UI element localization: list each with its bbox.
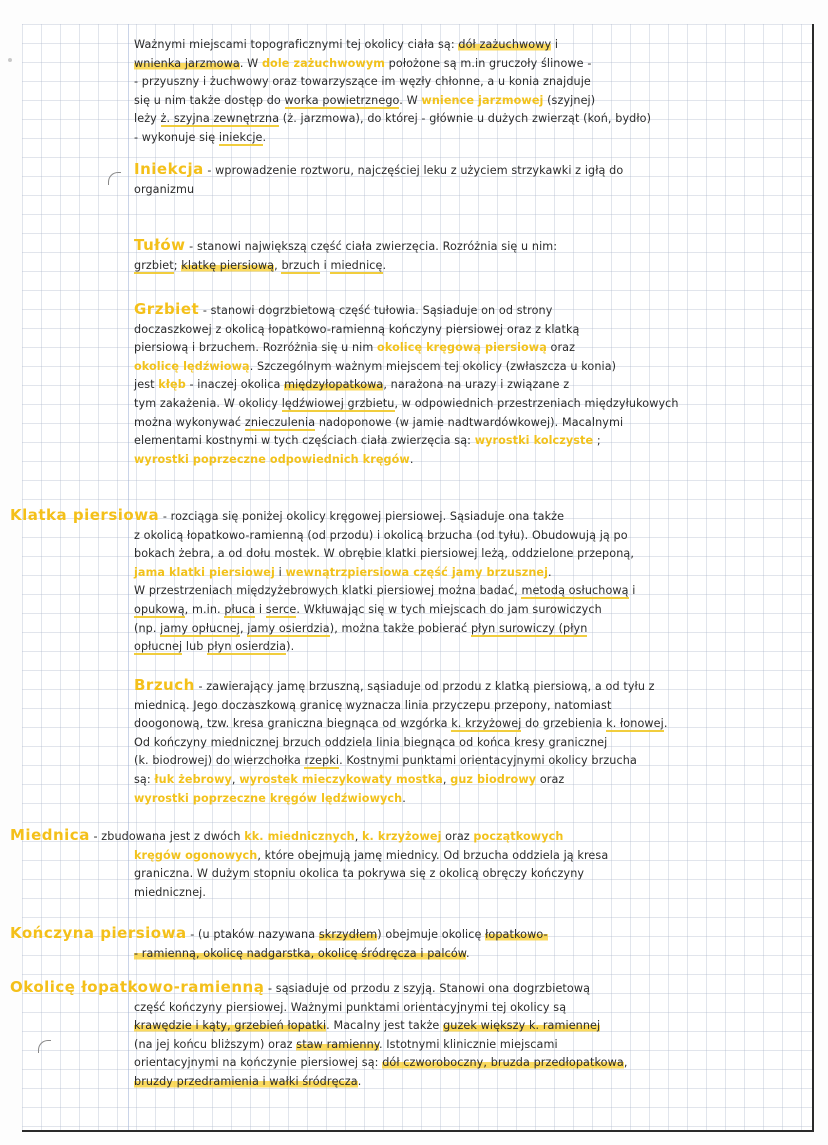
text-line xyxy=(134,451,804,470)
text-run: , narażona na urazy i związane z xyxy=(383,378,570,392)
text-run: . xyxy=(357,1074,362,1088)
underlined-term: metodą osłuchową xyxy=(521,584,629,598)
text-line xyxy=(10,1054,810,1073)
highlighted-term: dół czworoboczny, bruzda przedłopatkowa xyxy=(382,1056,624,1070)
text-run: (na jej końcu bliższym) oraz xyxy=(134,1037,297,1051)
text-run: z okolicą łopatkowo-ramienną (od przodu) i okolicą brzucha (od tyłu). Obudowują ją po xyxy=(134,528,628,542)
key-term: wewnątrzpiersiowa część jamy brzusznej xyxy=(285,565,549,579)
key-term: jama klatki piersiowej xyxy=(134,565,275,579)
key-term: wnience jarzmowej xyxy=(421,93,544,107)
text-line xyxy=(134,715,804,734)
section-heading: Kończyna piersiowa xyxy=(10,924,187,942)
key-term: k. krzyżowej xyxy=(362,830,442,843)
highlighted-term: staw ramienny xyxy=(296,1037,379,1051)
text-run: i xyxy=(319,258,331,272)
text-line xyxy=(10,582,810,601)
section-heading: Tułów xyxy=(134,236,186,254)
text-line xyxy=(10,527,810,546)
text-run: . Macalny jest także xyxy=(326,1019,444,1033)
section-klatka-piersiowa xyxy=(10,506,810,657)
text-run: . Wkłuwając się w tych miejscach do jam surowiczych xyxy=(296,602,602,616)
text-line xyxy=(134,697,804,716)
text-run: elementami kostnymi w tych częściach ciała zwierzęcia są: xyxy=(134,434,475,448)
text-run: ), można także pobierać xyxy=(329,621,471,635)
text-run: - inaczej okolica xyxy=(185,378,285,392)
text-line xyxy=(10,564,810,583)
text-run: Ważnymi miejscami topograficznymi tej okolicy ciała są: xyxy=(134,38,459,51)
underlined-term: brzuch xyxy=(281,258,320,272)
section-tulow xyxy=(134,236,804,275)
text-line xyxy=(134,376,804,395)
text-run: (ż. jarzmowa), do której - głównie u dużych zwierząt (koń, bydło) xyxy=(279,112,652,126)
text-run: lub xyxy=(182,640,208,654)
key-term: wyrostki kolczyste xyxy=(474,434,594,448)
text-run: (np. xyxy=(134,621,161,635)
text-line xyxy=(10,999,810,1018)
text-run: część kończyny piersiowej. Ważnymi punktami orientacyjnymi tej okolicy są xyxy=(134,1000,567,1014)
text-run: ). xyxy=(286,640,295,654)
highlighted-term: bruzdy przedramienia i wałki śródręcza xyxy=(134,1074,358,1088)
key-term: wyrostek mieczykowaty mostka xyxy=(239,772,443,786)
highlighted-term: międzyłopatkowa xyxy=(284,378,384,392)
text-line xyxy=(134,181,804,200)
text-run: jest xyxy=(134,378,159,392)
text-run: - zawierający jamę brzuszną, sąsiaduje od przodu z klatką piersiową, a od tyłu z xyxy=(194,680,655,693)
key-term: kłęb xyxy=(158,378,186,392)
underlined-term: znieczulenia xyxy=(244,415,316,429)
highlighted-term: - ramienną, okolicę nadgarstka, okolicę śródręcza i palców xyxy=(134,946,466,960)
text-line xyxy=(10,1073,810,1092)
underlined-term: ż. szyjna zewnętrzna xyxy=(160,112,280,126)
text-run: ) obejmuje okolicę xyxy=(377,928,486,941)
text-run: - (u ptaków nazywana xyxy=(186,928,319,941)
text-run: można wykonywać xyxy=(134,415,245,429)
underlined-term: rzepki xyxy=(304,754,340,768)
text-run: - zbudowana jest z dwóch xyxy=(89,830,245,843)
text-run: . xyxy=(663,717,668,731)
underlined-term: serce xyxy=(265,602,297,616)
highlighted-term: guzek większy k. ramiennej xyxy=(443,1019,601,1033)
text-line xyxy=(10,978,810,999)
text-line xyxy=(134,110,804,129)
text-run: miednicznej. xyxy=(134,885,207,899)
text-run: ; xyxy=(173,258,182,272)
text-run: piersiową i brzuchem. Rozróżnia się u nim xyxy=(134,341,378,355)
text-run: . W xyxy=(239,56,262,70)
text-line xyxy=(10,924,810,945)
text-line xyxy=(134,395,804,414)
underlined-term: opłucnej xyxy=(134,640,183,654)
text-run: tym zakażenia. W okolicy xyxy=(134,396,282,410)
highlighted-term: łopatkowo- xyxy=(485,928,548,941)
text-run: graniczna. W dużym stopniu okolica ta pokrywa się z okolicą obręczy kończyny xyxy=(134,867,585,881)
highlighted-term: wnienka jarzmowa xyxy=(134,56,240,70)
text-run: miednicą. Jego doczaszkową granicę wyznacza linia przyczepu przepony, natomiast xyxy=(134,698,612,712)
text-line xyxy=(10,620,810,639)
underlined-term: k. krzyżowej xyxy=(451,717,522,731)
text-line xyxy=(134,300,804,321)
underlined-term: worka powietrznego xyxy=(284,93,400,107)
section-heading: Okolicę łopatkowo-ramienną xyxy=(10,978,265,996)
underlined-term: opukową xyxy=(134,602,185,616)
text-line xyxy=(10,506,810,527)
text-run: - sąsiaduje od przodu z szyją. Stanowi ona dogrzbietową xyxy=(264,982,591,995)
underlined-term: płuca xyxy=(224,602,256,616)
text-run: . Kostnymi punktami orientacyjnymi okolicy brzucha xyxy=(339,754,637,768)
underlined-term: k. łonowej xyxy=(606,717,664,731)
text-line xyxy=(134,676,804,697)
text-run: - przyuszny i żuchwowy oraz towarzyszące im węzły chłonne, a u konia znajduje xyxy=(134,75,591,89)
text-run: są: xyxy=(134,772,155,786)
underlined-term: iniekcje xyxy=(218,130,263,144)
text-run: - wprowadzenie roztworu, najczęściej leku z użyciem strzykawki z igłą do xyxy=(203,164,624,177)
text-run: . Istotnymi klinicznie miejscami xyxy=(378,1037,558,1051)
text-run: , xyxy=(239,621,248,635)
highlighted-term: klatkę piersiową xyxy=(181,258,275,272)
key-term: kk. miednicznych xyxy=(244,830,355,843)
key-term: dole zażuchwowym xyxy=(261,56,386,70)
underlined-term: jamy osierdzia xyxy=(247,621,330,635)
text-line xyxy=(134,358,804,377)
underlined-term: lędźwiowej grzbietu xyxy=(281,396,395,410)
text-line xyxy=(10,945,810,964)
text-run: . Szczególnym ważnym miejscem tej okolicy (zwłaszcza u konia) xyxy=(249,359,617,373)
text-line xyxy=(10,1017,810,1036)
text-run: - wykonuje się xyxy=(134,130,219,144)
text-line xyxy=(134,771,804,790)
text-line xyxy=(10,638,810,657)
text-run: , które obejmują jamę miednicy. Od brzucha oddziela ją kresa xyxy=(257,848,609,862)
text-run: doczaszkowej z okolicą łopatkowo-ramienną kończyny piersiowej oraz z klatką xyxy=(134,322,580,336)
text-line xyxy=(134,129,804,148)
highlighted-term: dół zażuchwowy xyxy=(458,38,552,51)
text-line xyxy=(134,36,804,55)
text-run: oraz xyxy=(536,772,565,786)
text-run: - stanowi dogrzbietową część tułowia. Sąsiaduje on od strony xyxy=(199,304,553,317)
text-line xyxy=(134,73,804,92)
text-run: . W xyxy=(399,93,422,107)
text-line xyxy=(10,601,810,620)
text-run: , xyxy=(354,830,363,843)
text-line xyxy=(134,790,804,809)
section-heading: Grzbiet xyxy=(134,300,200,318)
text-line xyxy=(134,734,804,753)
text-run: . xyxy=(382,258,387,272)
text-line xyxy=(10,826,810,847)
text-line xyxy=(134,339,804,358)
key-term: guz biodrowy xyxy=(450,772,537,786)
text-line xyxy=(10,865,810,884)
section-brzuch xyxy=(134,676,804,808)
text-line xyxy=(10,1036,810,1055)
text-line xyxy=(10,545,810,564)
text-run: i xyxy=(551,38,559,51)
text-run: bokach żebra, a od dołu mostek. W obrębie klatki piersiowej leżą, oddzielone przeponą, xyxy=(134,547,634,561)
key-term: początkowych xyxy=(473,830,564,843)
text-run: . xyxy=(409,452,414,466)
text-line xyxy=(10,884,810,903)
text-run: doogonową, tzw. kresa graniczna biegnąca od wzgórka xyxy=(134,717,452,731)
text-line xyxy=(134,160,804,181)
text-run: , w odpowiednich przestrzeniach międzyłukowych xyxy=(394,396,679,410)
text-line xyxy=(134,414,804,433)
underlined-term: płyn osierdzia xyxy=(207,640,287,654)
section-miednica xyxy=(10,826,810,902)
text-run: W przestrzeniach międzyżebrowych klatki piersiowej można badać, xyxy=(134,584,522,598)
text-run: - stanowi największą część ciała zwierzęcia. Rozróżnia się u nim: xyxy=(185,240,558,253)
key-term: okolicę kręgową piersiową xyxy=(377,341,547,355)
text-line xyxy=(134,752,804,771)
text-run: (szyjnej) xyxy=(543,93,596,107)
text-run: nadoponowe (w jamie nadtwardówkowej). Macalnymi xyxy=(315,415,624,429)
text-run: oraz xyxy=(546,341,576,355)
text-run: . xyxy=(466,946,470,960)
text-run: Od kończyny miednicznej brzuch oddziela linia biegnąca od końca kresy granicznej xyxy=(134,735,608,749)
text-run: (k. biodrowej) do wierzchołka xyxy=(134,754,305,768)
key-term: okolicę lędźwiową xyxy=(134,359,250,373)
section-intro xyxy=(134,36,804,148)
text-line xyxy=(10,847,810,866)
key-term: wyrostki poprzeczne odpowiednich kręgów xyxy=(134,452,410,466)
section-grzbiet xyxy=(134,300,804,469)
text-run: , xyxy=(274,258,282,272)
text-run: położone są m.in gruczoły ślinowe - xyxy=(385,56,592,70)
section-heading: Brzuch xyxy=(134,676,195,694)
text-run: orientacyjnymi na kończynie piersiowej są: xyxy=(134,1056,383,1070)
text-run: i xyxy=(628,584,636,598)
text-line xyxy=(134,321,804,340)
underlined-term: miednicę xyxy=(330,258,383,272)
text-line xyxy=(134,236,804,257)
text-run: . xyxy=(548,565,552,579)
text-run: , m.in. xyxy=(184,602,225,616)
text-line xyxy=(134,55,804,74)
text-line xyxy=(134,432,804,451)
highlighted-term: krawędzie i kąty, grzebień łopatki xyxy=(134,1019,327,1033)
text-run: . xyxy=(402,791,406,805)
text-run: i xyxy=(255,602,266,616)
text-run: , xyxy=(623,1056,628,1070)
key-term: wyrostki poprzeczne kręgów lędźwiowych xyxy=(134,791,403,805)
underlined-term: jamy opłucnej xyxy=(160,621,240,635)
section-heading: Iniekcja xyxy=(134,160,204,178)
text-run: oraz xyxy=(441,830,474,843)
underlined-term: płyn surowiczy (płyn xyxy=(470,621,588,635)
text-line xyxy=(134,257,804,276)
text-run: do grzebienia xyxy=(521,717,607,731)
text-line xyxy=(134,92,804,111)
key-term: łuk żebrowy xyxy=(154,772,232,786)
text-run: ; xyxy=(593,434,601,448)
section-konczyna-piersiowa xyxy=(10,924,810,963)
section-heading: Klatka piersiowa xyxy=(10,506,160,524)
section-okolica-lopatkowo-ramienna xyxy=(10,978,810,1092)
text-run: i xyxy=(274,565,286,579)
text-run: , xyxy=(231,772,240,786)
text-run: organizmu xyxy=(134,182,195,196)
section-heading: Miednica xyxy=(10,826,90,844)
text-run: leży xyxy=(134,112,161,126)
section-iniekcja xyxy=(134,160,804,199)
text-run: , xyxy=(442,772,451,786)
underlined-term: grzbiet xyxy=(134,258,174,272)
text-run: . xyxy=(262,130,267,144)
key-term: kręgów ogonowych xyxy=(134,848,258,862)
text-run: się u nim także dostęp do xyxy=(134,93,285,107)
text-run: - rozciąga się poniżej okolicy kręgowej piersiowej. Sąsiaduje ona także xyxy=(159,510,565,523)
highlighted-term: skrzydłem xyxy=(318,928,378,941)
